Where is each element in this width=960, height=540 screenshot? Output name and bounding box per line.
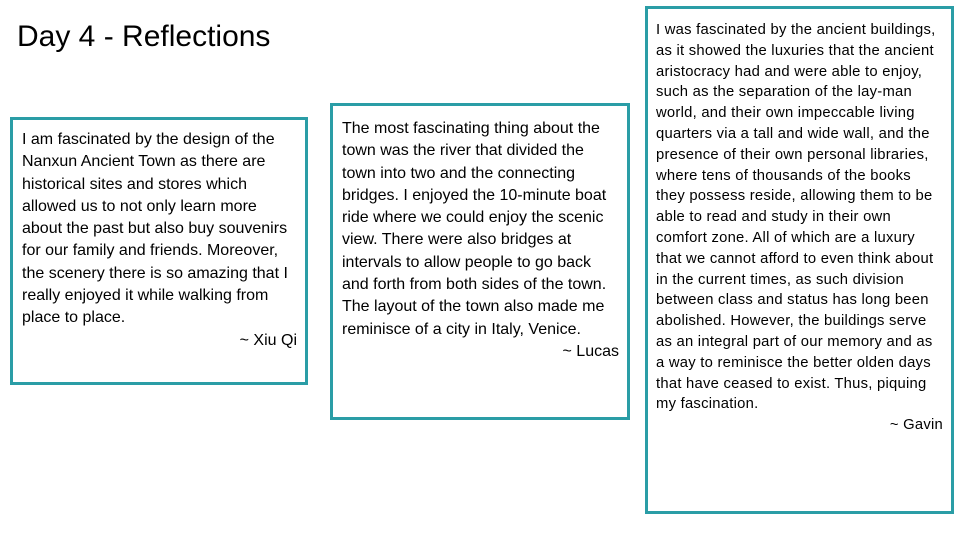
reflection-card-lucas	[330, 103, 630, 420]
slide-title: Day 4 - Reflections	[17, 20, 271, 53]
reflection-card-gavin	[645, 6, 954, 514]
reflection-text: I am fascinated by the design of the Nanxun Ancient Town as there are historical sites and stores which allowed us to not only learn more about the past but also buy souvenirs for our family and friends. Moreover, the scenery there is so amazing that I really enjoyed it while walking from place to place.	[22, 131, 288, 327]
reflection-author: ~ Gavin	[889, 417, 943, 434]
reflection-text: The most fascinating thing about the town was the river that divided the town into two and the connecting bridges. I enjoyed the 10-minute boat ride where we could enjoy the scenic view. There were also bridges at intervals to allow people to go back and forth from both sides of the town. The layout of the town also made me reminisce of a city in Italy, Venice.	[342, 120, 607, 338]
reflection-text: I was fascinated by the ancient buildings, as it showed the luxuries that the ancient aristocracy had and were able to enjoy, such as the separation of the lay-man world, and their own impeccable living quarters via a tall and wide wall, and the presence of their own personal libraries, where tens of thousands of the books they possess reside, allowing them to be able to read and study in their own comfort zone. All of which are a luxury that we cannot afford to even think about in the current times, as such division between class and status has long been abolished. However, the buildings serve as an integral part of our memory and as a way to reminisce the better olden days that have ceased to exist. Thus, piquing my fascination.	[656, 22, 936, 413]
reflection-card-xiu-qi	[10, 117, 308, 385]
reflection-author: ~ Xiu Qi	[239, 331, 297, 349]
reflection-author: ~ Lucas	[562, 342, 619, 360]
